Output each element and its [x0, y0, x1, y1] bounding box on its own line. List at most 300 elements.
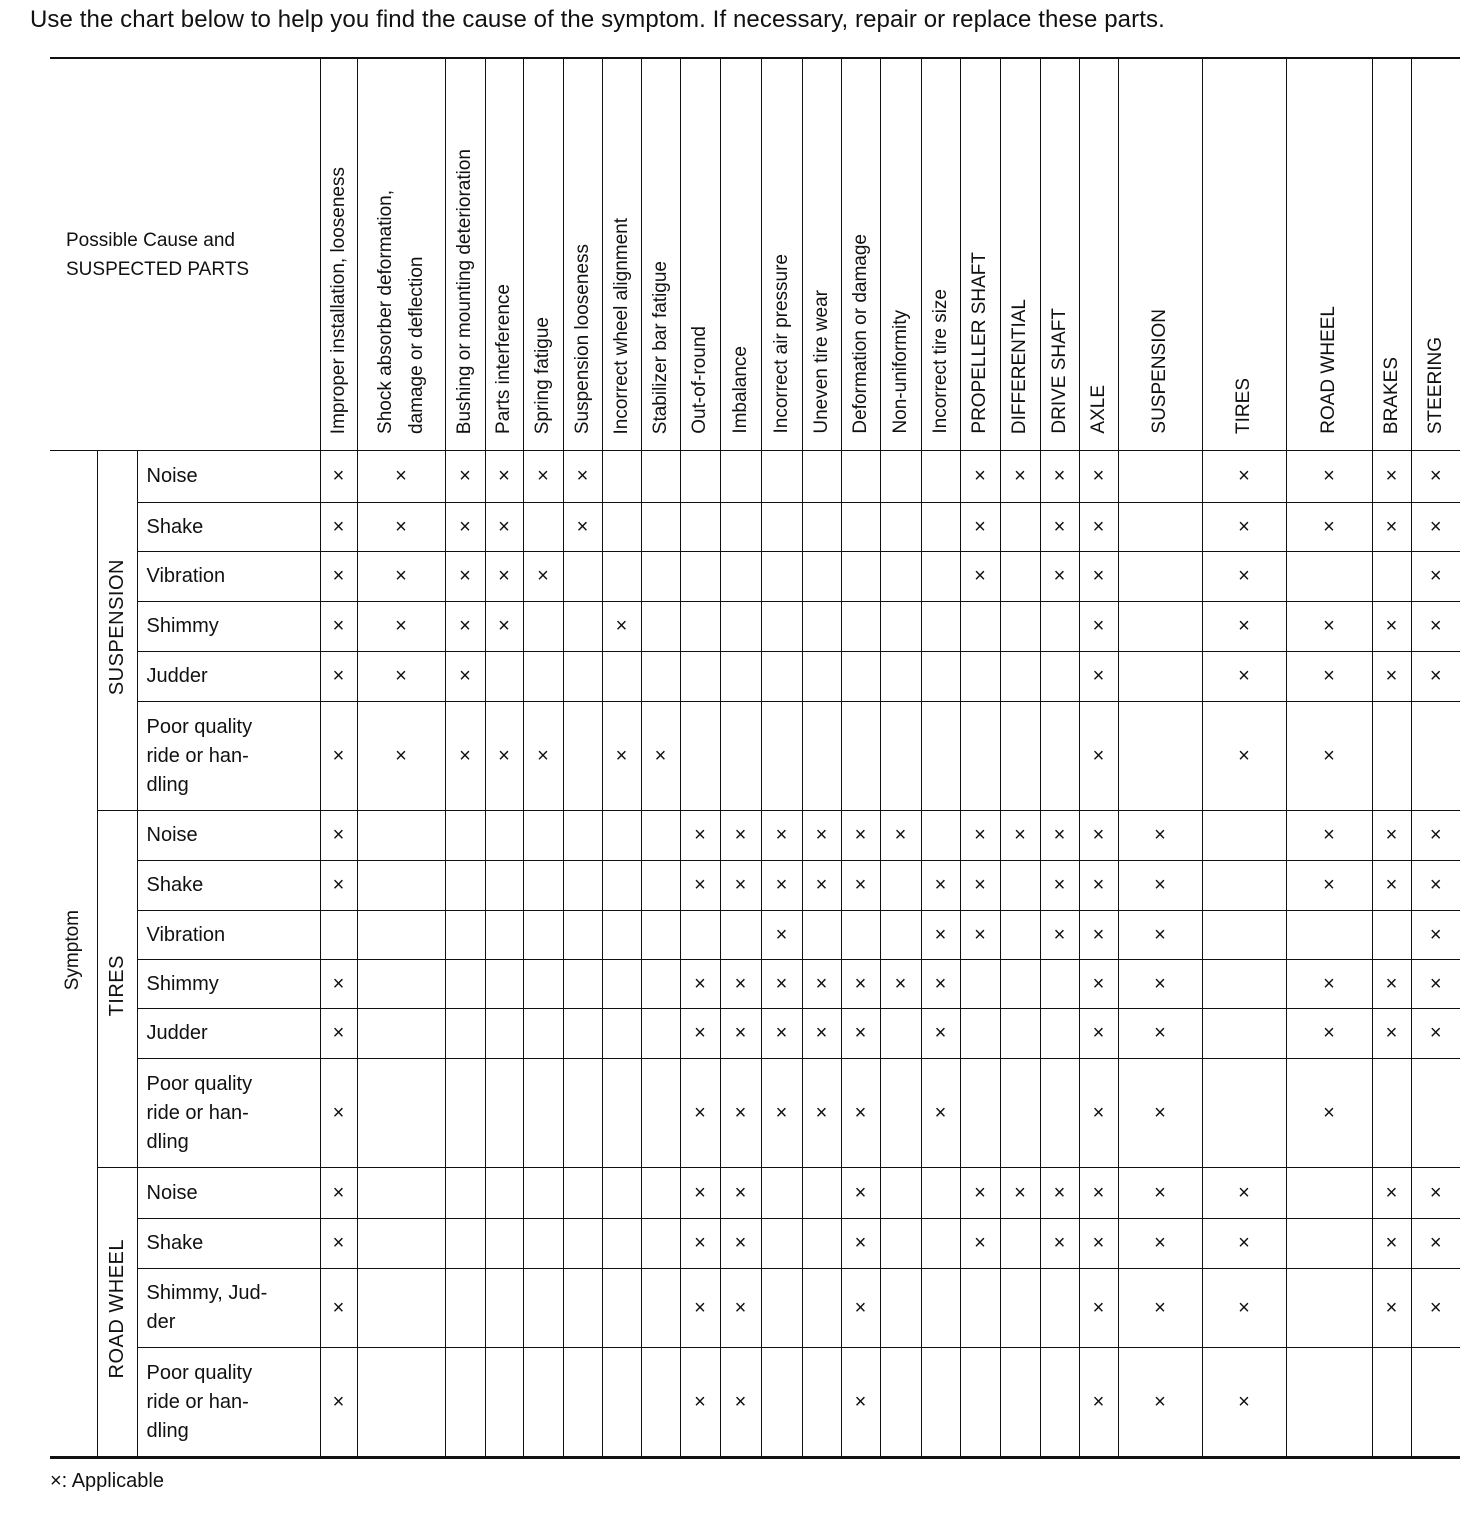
chart-cell	[485, 861, 523, 911]
table-row	[50, 861, 1460, 911]
chart-cell	[880, 911, 921, 960]
chart-cell	[641, 451, 680, 503]
chart-cell	[1079, 911, 1118, 960]
column-header	[357, 58, 445, 451]
column-header	[1286, 58, 1372, 451]
chart-cell	[1118, 1219, 1202, 1269]
applicable-mark: ×	[1053, 1232, 1066, 1254]
applicable-mark: ×	[1238, 1232, 1250, 1254]
applicable-mark: ×	[1092, 515, 1105, 538]
chart-cell	[1000, 503, 1040, 552]
symptom-row-label	[137, 1059, 320, 1168]
applicable-mark: ×	[1154, 824, 1166, 846]
chart-cell	[1411, 652, 1460, 702]
table-row	[50, 1009, 1460, 1059]
applicable-mark: ×	[974, 1181, 986, 1204]
column-header-label	[606, 218, 638, 435]
symptom-row-label	[137, 1009, 320, 1059]
chart-cell	[880, 811, 921, 861]
chart-cell	[1079, 1219, 1118, 1269]
applicable-mark: ×	[537, 744, 549, 767]
applicable-mark: ×	[1429, 972, 1442, 995]
column-header-label	[964, 252, 996, 434]
chart-cell	[921, 451, 960, 503]
applicable-mark: ×	[1154, 923, 1166, 946]
applicable-mark: ×	[1154, 1022, 1166, 1044]
table-row	[50, 652, 1460, 702]
applicable-mark: ×	[934, 1101, 947, 1124]
chart-cell	[563, 1219, 602, 1269]
applicable-mark: ×	[934, 1022, 947, 1044]
table-row	[50, 911, 1460, 960]
chart-cell	[357, 1269, 445, 1348]
table-row	[50, 702, 1460, 811]
chart-cell	[563, 602, 602, 652]
applicable-mark: ×	[854, 1022, 867, 1044]
chart-cell	[960, 811, 1000, 861]
symptom-label-line: Shimmy	[146, 615, 219, 637]
chart-cell	[720, 652, 761, 702]
chart-cell	[357, 1168, 445, 1219]
column-header-line: PROPELLER SHAFT	[969, 252, 990, 434]
column-header-label	[1004, 299, 1036, 434]
applicable-mark: ×	[332, 824, 345, 846]
column-header	[880, 58, 921, 451]
chart-cell	[680, 1219, 720, 1269]
chart-cell	[1411, 861, 1460, 911]
corner-header	[50, 58, 320, 451]
applicable-mark: ×	[775, 824, 788, 846]
column-header-label	[1044, 308, 1076, 434]
chart-cell	[1202, 861, 1286, 911]
symptom-label-line: ride or han-	[146, 744, 249, 767]
applicable-mark: ×	[1323, 744, 1335, 767]
applicable-mark: ×	[1238, 1296, 1250, 1319]
chart-cell	[1372, 861, 1411, 911]
applicable-mark: ×	[332, 972, 345, 995]
applicable-mark: ×	[854, 972, 867, 995]
column-header	[960, 58, 1000, 451]
chart-cell	[320, 1059, 357, 1168]
applicable-mark: ×	[1092, 923, 1105, 946]
applicable-mark: ×	[775, 923, 788, 946]
column-header-label	[845, 234, 877, 434]
chart-cell	[1286, 1219, 1372, 1269]
chart-cell	[445, 1059, 485, 1168]
chart-cell	[1118, 1269, 1202, 1348]
applicable-mark: ×	[1014, 824, 1026, 846]
chart-cell	[1372, 960, 1411, 1009]
chart-cell	[563, 503, 602, 552]
chart-cell	[720, 911, 761, 960]
symptom-label-line: Shimmy	[146, 972, 219, 995]
chart-cell	[320, 451, 357, 503]
applicable-mark: ×	[1154, 1390, 1166, 1413]
column-header-line: STEERING	[1424, 336, 1446, 434]
applicable-mark: ×	[1323, 615, 1335, 637]
chart-cell	[960, 1009, 1000, 1059]
column-header-line: Stabilizer bar fatigue	[649, 260, 671, 434]
applicable-mark: ×	[854, 824, 867, 846]
chart-cell	[1286, 1168, 1372, 1219]
symptom-row-label	[137, 552, 320, 602]
applicable-mark: ×	[395, 665, 407, 687]
chart-cell	[1202, 960, 1286, 1009]
symptom-label-line: Vibration	[146, 923, 226, 946]
chart-cell	[880, 1219, 921, 1269]
group-label-cell	[97, 451, 137, 811]
applicable-mark: ×	[332, 1181, 345, 1204]
applicable-mark: ×	[332, 665, 345, 687]
applicable-mark: ×	[537, 465, 549, 487]
chart-cell	[1286, 960, 1372, 1009]
applicable-mark: ×	[1092, 1232, 1105, 1254]
chart-cell	[1372, 1348, 1411, 1458]
applicable-mark: ×	[775, 1022, 788, 1044]
chart-cell	[1079, 811, 1118, 861]
symptom-row-label	[137, 1348, 320, 1458]
column-header-wrap	[1119, 59, 1202, 450]
applicable-mark: ×	[1053, 565, 1066, 587]
chart-cell	[445, 1219, 485, 1269]
chart-cell	[1118, 1059, 1202, 1168]
applicable-mark: ×	[734, 1296, 747, 1319]
chart-cell	[485, 702, 523, 811]
chart-cell	[357, 602, 445, 652]
table-row	[50, 552, 1460, 602]
chart-cell	[641, 602, 680, 652]
column-header-line: DIFFERENTIAL	[1009, 298, 1030, 434]
chart-cell	[1079, 702, 1118, 811]
applicable-mark: ×	[332, 744, 345, 767]
symptom-row-label	[137, 811, 320, 861]
chart-cell	[841, 503, 880, 552]
chart-cell	[523, 702, 563, 811]
chart-cell	[960, 451, 1000, 503]
chart-cell	[720, 1009, 761, 1059]
table-row	[50, 1219, 1460, 1269]
chart-cell	[602, 1219, 641, 1269]
column-header	[523, 58, 563, 451]
chart-cell	[357, 1009, 445, 1059]
column-header-label	[1228, 378, 1260, 434]
column-header-line: Out-of-round	[689, 326, 710, 434]
chart-cell	[563, 960, 602, 1009]
column-header-wrap	[881, 59, 921, 450]
chart-cell	[1411, 811, 1460, 861]
chart-cell	[357, 1348, 445, 1458]
chart-cell	[680, 602, 720, 652]
chart-cell	[761, 1059, 802, 1168]
symptom-row-label	[137, 960, 320, 1009]
chart-cell	[921, 1348, 960, 1458]
chart-cell	[1040, 861, 1079, 911]
chart-cell	[523, 552, 563, 602]
chart-cell	[802, 1059, 841, 1168]
chart-cell	[720, 1269, 761, 1348]
chart-cell	[761, 652, 802, 702]
chart-cell	[1118, 960, 1202, 1009]
applicable-mark: ×	[1092, 615, 1105, 637]
chart-cell	[880, 1168, 921, 1219]
chart-cell	[921, 1059, 960, 1168]
chart-cell	[1411, 1009, 1460, 1059]
chart-cell	[485, 652, 523, 702]
symptom-label-line: Shake	[146, 874, 204, 896]
chart-cell	[921, 552, 960, 602]
chart-cell	[602, 811, 641, 861]
chart-cell	[880, 702, 921, 811]
chart-cell	[602, 702, 641, 811]
symptom-axis-label	[50, 451, 97, 1458]
chart-cell	[720, 602, 761, 652]
chart-cell	[960, 1269, 1000, 1348]
chart-cell	[802, 503, 841, 552]
applicable-mark: ×	[332, 615, 345, 637]
chart-cell	[641, 911, 680, 960]
chart-cell	[880, 602, 921, 652]
group-label: SUSPENSION	[106, 559, 128, 696]
chart-cell	[1040, 1059, 1079, 1168]
chart-cell	[1286, 1059, 1372, 1168]
chart-cell	[485, 911, 523, 960]
applicable-mark: ×	[332, 1101, 345, 1124]
applicable-mark: ×	[1238, 515, 1250, 538]
applicable-mark: ×	[775, 874, 788, 896]
chart-cell	[1202, 552, 1286, 602]
applicable-mark: ×	[694, 874, 706, 896]
chart-cell	[1079, 652, 1118, 702]
chart-cell	[1000, 602, 1040, 652]
chart-cell	[960, 1059, 1000, 1168]
chart-cell	[680, 911, 720, 960]
chart-cell	[641, 861, 680, 911]
symptom-row-label	[137, 1219, 320, 1269]
chart-cell	[563, 811, 602, 861]
chart-cell	[841, 1009, 880, 1059]
chart-cell	[880, 652, 921, 702]
column-header	[1040, 58, 1079, 451]
chart-cell	[1202, 503, 1286, 552]
chart-cell	[1000, 552, 1040, 602]
chart-cell	[921, 1168, 960, 1219]
applicable-mark: ×	[974, 515, 986, 538]
chart-cell	[1000, 811, 1040, 861]
applicable-mark: ×	[1092, 665, 1105, 687]
chart-cell	[485, 1348, 523, 1458]
chart-cell	[1000, 960, 1040, 1009]
chart-cell	[1202, 702, 1286, 811]
chart-cell	[602, 861, 641, 911]
chart-cell	[485, 1009, 523, 1059]
column-header-wrap	[762, 59, 802, 450]
column-header-wrap	[681, 59, 720, 450]
column-header-label	[488, 284, 520, 434]
chart-cell	[1202, 1168, 1286, 1219]
chart-cell	[1372, 1269, 1411, 1348]
applicable-mark: ×	[694, 1101, 706, 1124]
chart-cell	[320, 602, 357, 652]
applicable-mark: ×	[332, 874, 345, 896]
chart-cell	[563, 911, 602, 960]
chart-cell	[921, 861, 960, 911]
applicable-mark: ×	[332, 1296, 345, 1319]
applicable-mark: ×	[775, 1101, 788, 1124]
chart-cell	[1118, 552, 1202, 602]
chart-cell	[602, 1168, 641, 1219]
applicable-mark: ×	[815, 972, 828, 995]
column-header-label	[885, 310, 917, 434]
chart-cell	[921, 960, 960, 1009]
chart-cell	[841, 602, 880, 652]
chart-cell	[485, 811, 523, 861]
symptom-label-line: Poor quality	[146, 1072, 253, 1095]
chart-cell	[320, 702, 357, 811]
applicable-mark: ×	[694, 1296, 706, 1319]
chart-cell	[802, 1009, 841, 1059]
column-header-line: Incorrect tire size	[929, 289, 951, 434]
symptom-row-label	[137, 503, 320, 552]
chart-cell	[1040, 1219, 1079, 1269]
chart-cell	[761, 702, 802, 811]
chart-cell	[761, 451, 802, 503]
applicable-mark: ×	[734, 824, 747, 846]
chart-cell	[641, 1059, 680, 1168]
applicable-mark: ×	[1323, 874, 1335, 896]
chart-cell	[960, 911, 1000, 960]
chart-cell	[720, 451, 761, 503]
chart-cell	[1040, 1269, 1079, 1348]
chart-cell	[1286, 811, 1372, 861]
applicable-mark: ×	[815, 1022, 828, 1044]
chart-cell	[1411, 911, 1460, 960]
chart-cell	[960, 552, 1000, 602]
applicable-mark: ×	[1092, 874, 1105, 896]
chart-cell	[802, 602, 841, 652]
table-row	[50, 1168, 1460, 1219]
chart-cell	[680, 652, 720, 702]
chart-cell	[1040, 451, 1079, 503]
chart-cell	[1372, 451, 1411, 503]
table-row	[50, 1059, 1460, 1168]
chart-cell	[680, 1348, 720, 1458]
symptom-label-line: der	[146, 1311, 176, 1333]
applicable-mark: ×	[1238, 565, 1250, 587]
applicable-mark: ×	[1238, 665, 1250, 687]
chart-cell	[802, 652, 841, 702]
chart-cell	[720, 1168, 761, 1219]
applicable-mark: ×	[576, 515, 589, 538]
chart-cell	[1118, 451, 1202, 503]
chart-cell	[841, 1348, 880, 1458]
applicable-mark: ×	[694, 824, 706, 846]
chart-cell	[523, 1059, 563, 1168]
chart-cell	[1118, 1348, 1202, 1458]
table-row	[50, 960, 1460, 1009]
chart-cell	[761, 503, 802, 552]
chart-cell	[720, 503, 761, 552]
chart-cell	[1000, 861, 1040, 911]
chart-cell	[680, 552, 720, 602]
chart-cell	[563, 1009, 602, 1059]
chart-cell	[921, 652, 960, 702]
chart-cell	[921, 811, 960, 861]
column-header-line: Parts interference	[493, 284, 514, 434]
chart-cell	[320, 1269, 357, 1348]
column-header-wrap	[721, 59, 761, 450]
applicable-mark: ×	[332, 1390, 345, 1413]
chart-cell	[1118, 602, 1202, 652]
chart-cell	[1202, 1059, 1286, 1168]
column-header-label	[1420, 337, 1452, 434]
chart-cell	[841, 1269, 880, 1348]
symptom-row-label	[137, 702, 320, 811]
chart-cell	[1372, 1059, 1411, 1168]
chart-cell	[485, 960, 523, 1009]
applicable-mark: ×	[1053, 465, 1066, 487]
column-header-line: Deformation or damage	[849, 234, 871, 434]
column-header-wrap	[842, 59, 880, 450]
applicable-mark: ×	[1092, 565, 1105, 587]
chart-cell	[523, 451, 563, 503]
chart-cell	[320, 960, 357, 1009]
column-header-wrap	[922, 59, 960, 450]
applicable-mark: ×	[734, 1390, 747, 1413]
chart-cell	[841, 652, 880, 702]
applicable-mark: ×	[775, 972, 788, 995]
applicable-mark: ×	[854, 874, 867, 896]
chart-cell	[802, 702, 841, 811]
applicable-mark: ×	[1323, 1022, 1335, 1044]
chart-cell	[1040, 1009, 1079, 1059]
symptom-label-line: Judder	[146, 665, 208, 687]
chart-cell	[357, 811, 445, 861]
symptom-label-line: Judder	[146, 1022, 208, 1044]
chart-cell	[1411, 960, 1460, 1009]
chart-cell	[680, 702, 720, 811]
column-header-label	[925, 289, 957, 434]
column-header-wrap	[1287, 59, 1372, 450]
symptom-row-label	[137, 861, 320, 911]
chart-cell	[680, 1269, 720, 1348]
applicable-mark: ×	[1154, 874, 1166, 896]
chart-cell	[921, 911, 960, 960]
chart-cell	[802, 1168, 841, 1219]
column-header-label	[725, 346, 757, 434]
column-header-wrap	[1080, 59, 1118, 450]
chart-cell	[680, 1168, 720, 1219]
column-header-line: Suspension looseness	[571, 243, 593, 434]
symptom-label-line: Shimmy, Jud-	[146, 1282, 268, 1304]
chart-cell	[1000, 911, 1040, 960]
applicable-mark: ×	[1429, 1022, 1442, 1044]
symptom-label-line: ride or han-	[146, 1390, 249, 1413]
applicable-mark: ×	[1238, 1181, 1250, 1204]
symptom-row-label	[137, 911, 320, 960]
column-header-line: DRIVE SHAFT	[1048, 308, 1070, 434]
column-header	[680, 58, 720, 451]
chart-cell	[523, 602, 563, 652]
chart-cell	[320, 1219, 357, 1269]
column-header-line: TIRES	[1233, 378, 1254, 434]
chart-cell	[880, 1269, 921, 1348]
chart-cell	[445, 960, 485, 1009]
chart-cell	[1118, 861, 1202, 911]
chart-cell	[720, 1348, 761, 1458]
applicable-mark: ×	[1014, 1181, 1026, 1204]
column-header	[1411, 58, 1460, 451]
chart-cell	[880, 861, 921, 911]
